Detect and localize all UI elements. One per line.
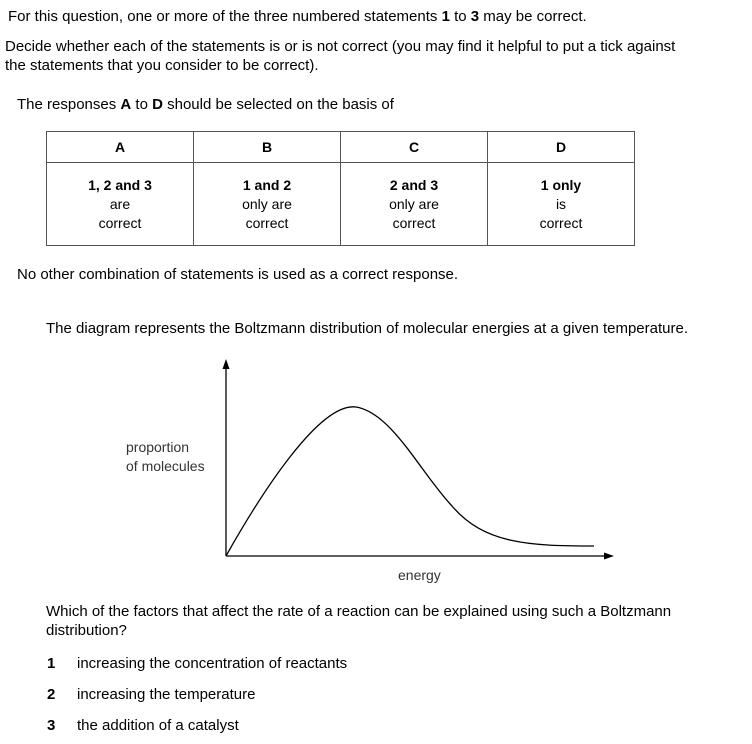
statement-ref: 1 (441, 8, 450, 25)
response-statements: 2 and 3 (389, 176, 439, 193)
response-text: only are (389, 195, 439, 212)
statement-1 (47, 655, 348, 673)
y-axis-label-line-1: proportion (126, 439, 190, 455)
statement-ref: 3 (470, 8, 480, 25)
statement-number: 1 (47, 655, 56, 672)
response-text: correct (392, 214, 436, 231)
response-header-d: D (488, 132, 635, 163)
y-axis-label-line-2: of molecules (126, 458, 205, 474)
response-text: correct (245, 214, 289, 231)
instruction-text: to (131, 96, 153, 113)
instruction-text: may be correct. (479, 8, 587, 25)
statement-text: the addition of a catalyst (77, 717, 239, 734)
no-other-combination-note: No other combination of statements is used as a correct response. (17, 266, 459, 283)
response-text: correct (539, 214, 583, 231)
response-header-b: B (194, 132, 341, 163)
statement-number: 2 (47, 686, 56, 703)
instruction-line-2a: Decide whether each of the statements is or is not correct (you may find it helpful to put a tick against (5, 38, 676, 55)
response-header-a: A (47, 132, 194, 163)
response-statements: 1 and 2 (242, 176, 292, 193)
response-statements: 1 only (540, 176, 582, 193)
instruction-text: For this question, one or more of the three numbered statements (8, 8, 442, 25)
response-text: correct (98, 214, 142, 231)
instruction-text: to (449, 8, 471, 25)
statement-text: increasing the concentration of reactants (77, 655, 348, 672)
question-line-1: Which of the factors that affect the rate of a reaction can be explained using such a Boltzmann (46, 603, 672, 620)
response-statements: 1, 2 and 3 (88, 176, 152, 193)
response-text: only are (242, 195, 292, 212)
statement-2 (47, 686, 256, 704)
instruction-text: should be selected on the basis of (162, 96, 394, 113)
x-axis-arrowhead (604, 553, 614, 560)
response-text: is (555, 195, 567, 212)
instruction-line-2b: the statements that you consider to be correct). (5, 57, 319, 74)
response-header-c: C (341, 132, 488, 163)
instruction-text: The responses (17, 96, 121, 113)
response-ref: D (152, 96, 163, 113)
statement-3 (47, 717, 239, 735)
statement-number: 3 (47, 717, 56, 734)
question-line-2: distribution? (46, 622, 127, 639)
response-text: are (109, 195, 131, 212)
response-ref: A (120, 96, 132, 113)
y-axis-arrowhead (223, 359, 230, 369)
diagram-intro: The diagram represents the Boltzmann distribution of molecular energies at a given temperature. (46, 320, 689, 337)
distribution-curve (226, 407, 594, 556)
x-axis-label: energy (398, 567, 441, 583)
statement-text: increasing the temperature (77, 686, 256, 703)
